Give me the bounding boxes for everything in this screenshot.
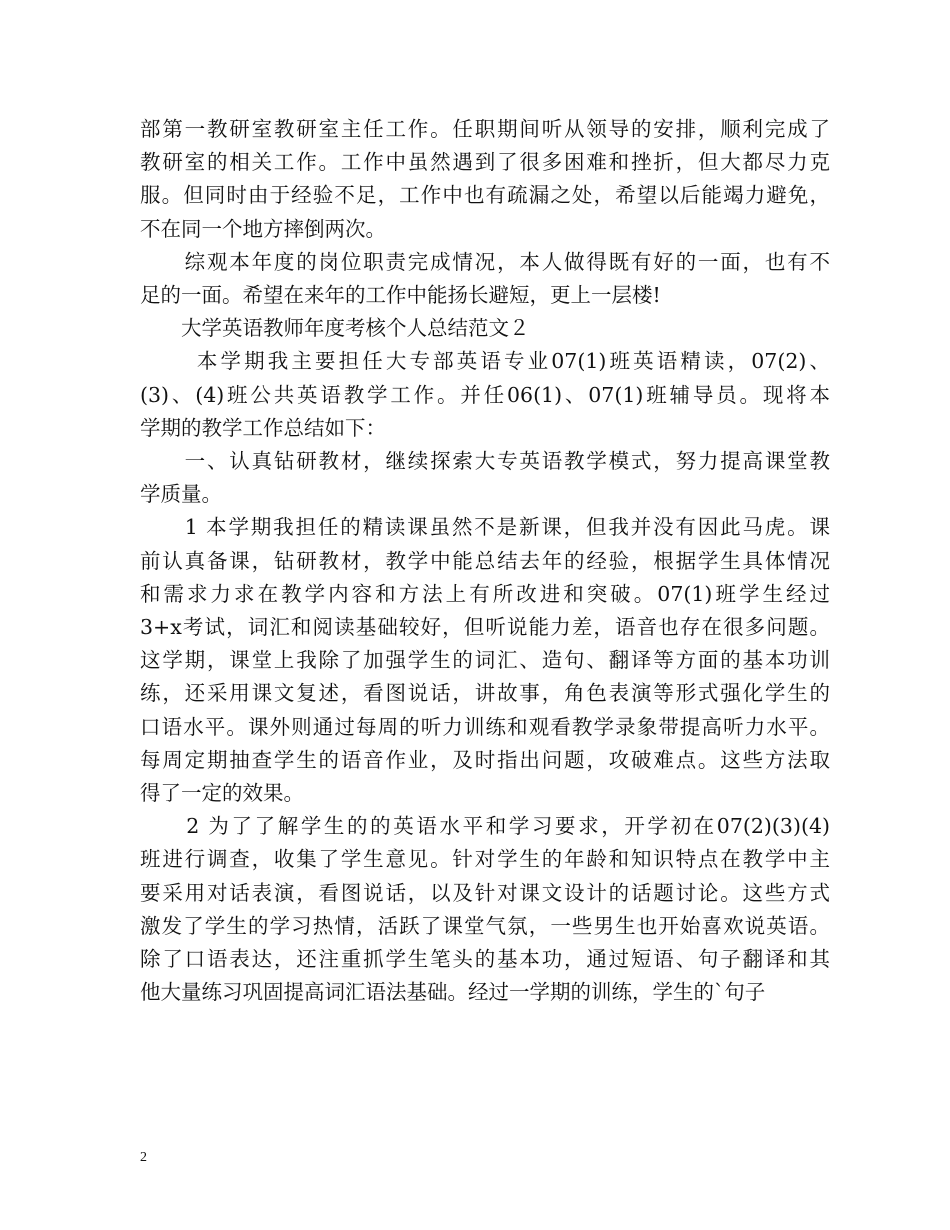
text-line: 部第一教研室教研室主任工作。任职期间听从领导的安排，顺利完成了 [140,117,830,141]
text-line: 激发了学生的学习热情，活跃了课堂气氛，一些男生也开始喜欢说英语。 [140,913,830,938]
page-number: 2 [140,1150,147,1165]
text-line: 和需求力求在教学内容和方法上有所改进和突破。07(1)班学生经过 [140,581,830,606]
text-line: 得了一定的效果。 [140,781,304,805]
text-line: 他大量练习巩固提高词汇语法基础。经过一学期的训练，学生的`句子 [140,980,766,1005]
text-line: 综观本年度的岗位职责完成情况，本人做得既有好的一面，也有不 [140,249,830,274]
text-line: 2 为了了解学生的的英语水平和学习要求，开学初在07(2)(3)(4) [140,814,830,839]
text-line: 前认真备课，钻研教材，教学中能总结去年的经验，根据学生具体情况 [140,548,830,573]
text-line: 足的一面。希望在来年的工作中能扬长避短，更上一层楼! [140,283,661,307]
text-line: 一、认真钻研教材，继续探索大专英语教学模式，努力提高课堂教 [140,449,830,473]
text-line: 3+x考试，词汇和阅读基础较好，但听说能力差，语音也存在很多问题。 [140,615,830,639]
text-line: (3)、(4)班公共英语教学工作。并任06(1)、07(1)班辅导员。现将本 [140,382,830,407]
text-line: 本学期我主要担任大专部英语专业07(1)班英语精读，07(2)、 [140,349,830,374]
text-line: 除了口语表达，还注重抓学生笔头的基本功，通过短语、句子翻译和其 [140,947,830,971]
text-line: 学质量。 [140,482,222,507]
text-line: 练，还采用课文复述，看图说话，讲故事，角色表演等形式强化学生的 [140,681,830,706]
text-line: 服。但同时由于经验不足，工作中也有疏漏之处，希望以后能竭力避免， [140,183,830,208]
text-line: 口语水平。课外则通过每周的听力训练和观看教学录象带提高听力水平。 [140,714,830,739]
text-line: 这学期，课堂上我除了加强学生的词汇、造句、翻译等方面的基本功训 [140,648,830,673]
text-line: 班进行调查，收集了学生意见。针对学生的年龄和知识特点在教学中主 [140,847,830,872]
text-line: 学期的教学工作总结如下： [140,415,386,440]
text-line: 不在同一个地方摔倒两次。 [140,216,386,241]
text-line: 每周定期抽查学生的语音作业，及时指出问题，攻破难点。这些方法取 [140,747,830,772]
text-line: 大学英语教师年度考核个人总结范文２ [140,316,530,341]
text-line: 要采用对话表演，看图说话，以及针对课文设计的话题讨论。这些方式 [140,880,830,905]
text-line: 教研室的相关工作。工作中虽然遇到了很多困难和挫折，但大都尽力克 [140,150,830,175]
text-line: 1 本学期我担任的精读课虽然不是新课，但我并没有因此马虎。课 [140,515,830,540]
